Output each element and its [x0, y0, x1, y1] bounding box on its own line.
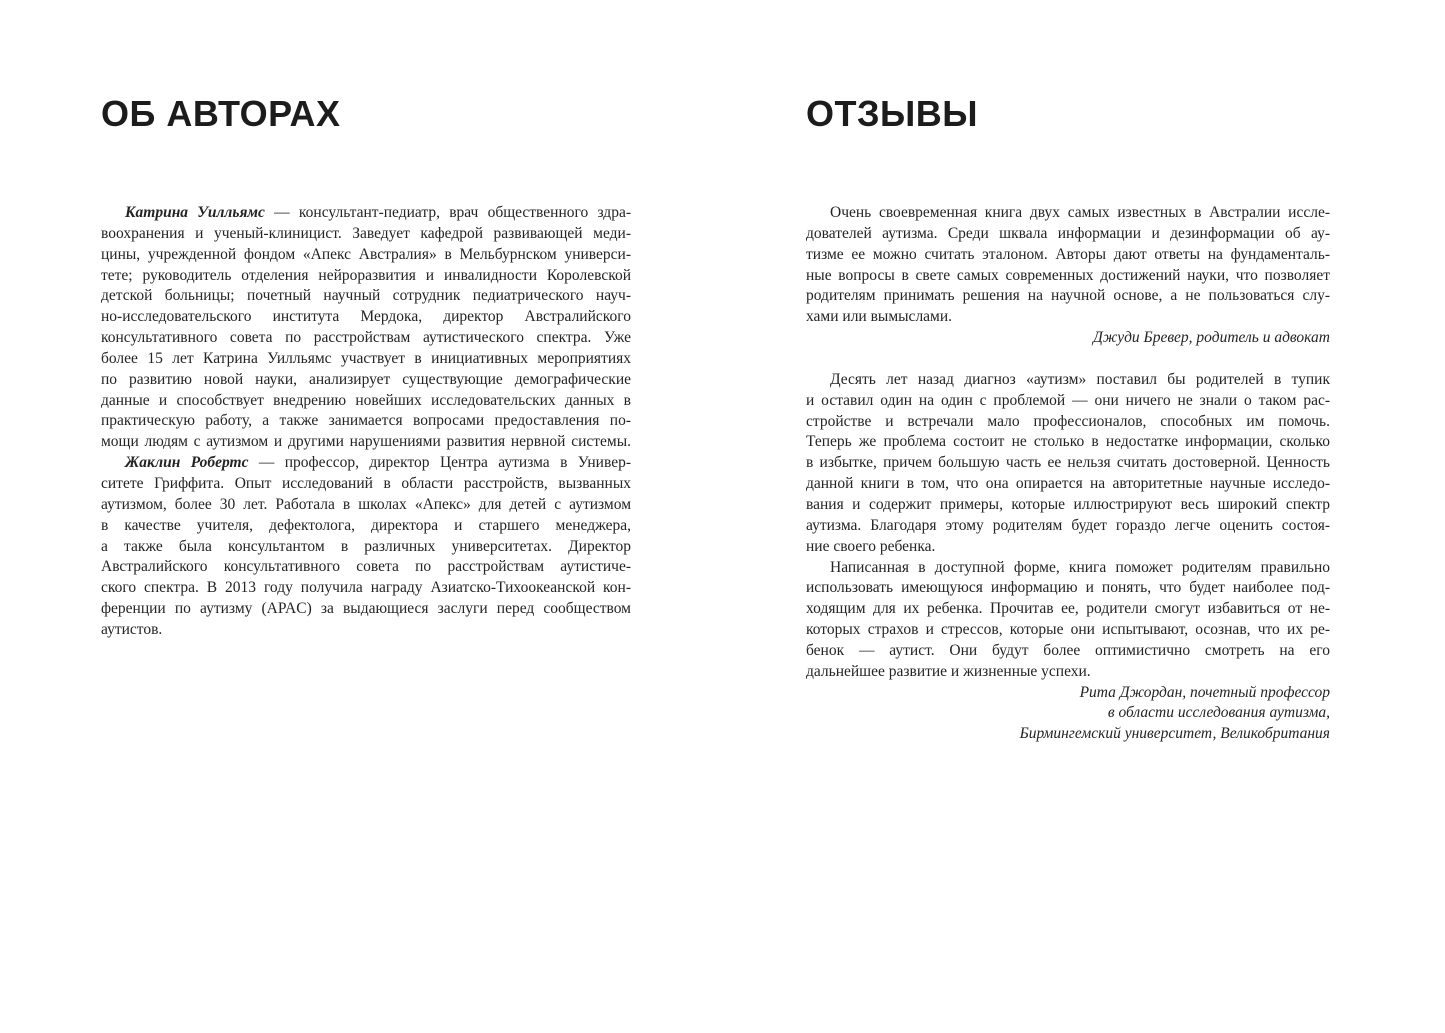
text-line: вания и содержит примеры, которые иллюстрируют весь широкий спектр: [806, 495, 1330, 513]
text-line: а также была консультантом в различных университетах. Директор: [101, 537, 631, 555]
text-line: тете; руководитель отделения нейроразвития и инвалидности Королевской: [101, 266, 631, 284]
signature-line: в области исследования аутизма,: [1107, 704, 1330, 722]
text-line: аутизма. Благодаря этому родителям будет гораздо легче оценить состоя-: [806, 516, 1330, 534]
paragraph-gap: [806, 349, 1330, 370]
text-line: Катрина Уилльямс — консультант-педиатр, врач общественного здра-: [125, 204, 631, 221]
text-line: консультативного совета по расстройствам аутистического спектра. Уже: [101, 329, 631, 347]
author-name: Жаклин Робертс: [125, 454, 249, 472]
text-line: в качестве учителя, дефектолога, директора и старшего менеджера,: [101, 516, 631, 534]
text-line: ходящим для их ребенка. Прочитав ее, родители смогут избавиться от не-: [806, 600, 1330, 618]
text-line: ского спектра. В 2013 году получила награду Азиатско-Тихоокеанской кон-: [101, 579, 631, 597]
text-line: родителям принимать решения на научной основе, а не пользоваться слу-: [806, 287, 1330, 305]
text-line: дальнейшее развитие и жизненные успехи.: [806, 662, 1091, 680]
page-title-reviews: ОТЗЫВЫ: [806, 93, 979, 134]
text-line: Жаклин Робертс — профессор, директор Центра аутизма в Универ-: [125, 454, 631, 472]
text-line: хами или вымыслами.: [806, 308, 953, 326]
text-line: но-исследовательского института Мердока, директор Австралийского: [101, 308, 631, 326]
page-about-authors: [101, 0, 631, 1033]
page-body-about-authors: [101, 203, 631, 641]
page-reviews: [806, 0, 1330, 1033]
text-line: использовать имеющуюся информацию и понять, что будет наиболее под-: [806, 579, 1330, 597]
text-line: Очень своевременная книга двух самых известных в Австралии иссле-: [830, 204, 1330, 221]
text-line: детской больницы; почетный научный сотрудник педиатрического науч-: [101, 287, 631, 305]
text-line: ситете Гриффита. Опыт исследований в области расстройств, вызванных: [101, 474, 631, 492]
text-line: Десять лет назад диагноз «аутизм» поставил бы родителей в тупик: [830, 370, 1330, 388]
text-line: ференции по аутизму (APAC) за выдающиеся заслуги перед сообществом: [101, 600, 631, 618]
text-line: данной книги в том, что она опирается на авторитетные научные исследо-: [806, 475, 1330, 493]
text-line: практическую работу, а также занимается вопросами предоставления по-: [101, 412, 631, 430]
text-line: Австралийского консультативного совета по расстройствам аутистиче-: [101, 558, 631, 576]
text-line: более 15 лет Катрина Уилльямс участвует в инициативных мероприятиях: [101, 349, 631, 367]
signature-line: Джуди Бревер, родитель и адвокат: [1092, 329, 1330, 347]
text-line: данные и способствует внедрению новейших исследовательских данных в: [101, 391, 631, 409]
text-line: воохранения и ученый-клиницист. Заведует кафедрой развивающей меди-: [101, 224, 631, 242]
page-body-reviews: [806, 203, 1330, 745]
text-line: стройстве и встречали мало профессионалов, способных им помочь.: [806, 412, 1330, 430]
text-line: ные вопросы в свете самых современных достижений науки, что позволяет: [806, 266, 1330, 284]
text-line: мощи людям с аутизмом и другими нарушениями развития нервной системы.: [101, 433, 631, 451]
text-line: по развитию новой науки, анализирует существующие демографические: [101, 370, 631, 388]
signature-line: Бирмингемский университет, Великобритания: [1019, 725, 1330, 743]
text-line: аутизмом, более 30 лет. Работала в школах «Апекс» для детей с аутизмом: [101, 495, 631, 513]
text-line: дователей аутизма. Среди шквала информации и дезинформации об ау-: [806, 224, 1330, 242]
text-line: аутистов.: [101, 620, 163, 638]
text-line: в избытке, причем большую часть ее нельзя считать достоверной. Ценность: [806, 454, 1330, 472]
text-line: Написанная в доступной форме, книга поможет родителям правильно: [830, 558, 1330, 576]
text-line: тизме ее можно считать эталоном. Авторы дают ответы на фундаменталь-: [806, 245, 1330, 263]
signature-line: Рита Джордан, почетный профессор: [1079, 683, 1330, 701]
text-line: Теперь же проблема состоит не столько в недостатке информации, сколько: [806, 433, 1330, 451]
author-name: Катрина Уилльямс: [125, 204, 265, 221]
text-line: ние своего ребенка.: [806, 537, 936, 555]
text-line: и оставил один на один с проблемой — они ничего не знали о таком рас-: [806, 391, 1330, 409]
page-title-about-authors: ОБ АВТОРАХ: [101, 93, 341, 134]
text-line: бенок — аутист. Они будут более оптимистично смотреть на его: [806, 641, 1330, 659]
text-line: которых страхов и стрессов, которые они испытывают, осознав, что их ре-: [806, 621, 1330, 639]
text-line: цины, учрежденной фондом «Апекс Австралия» в Мельбурнском универси-: [101, 245, 631, 263]
